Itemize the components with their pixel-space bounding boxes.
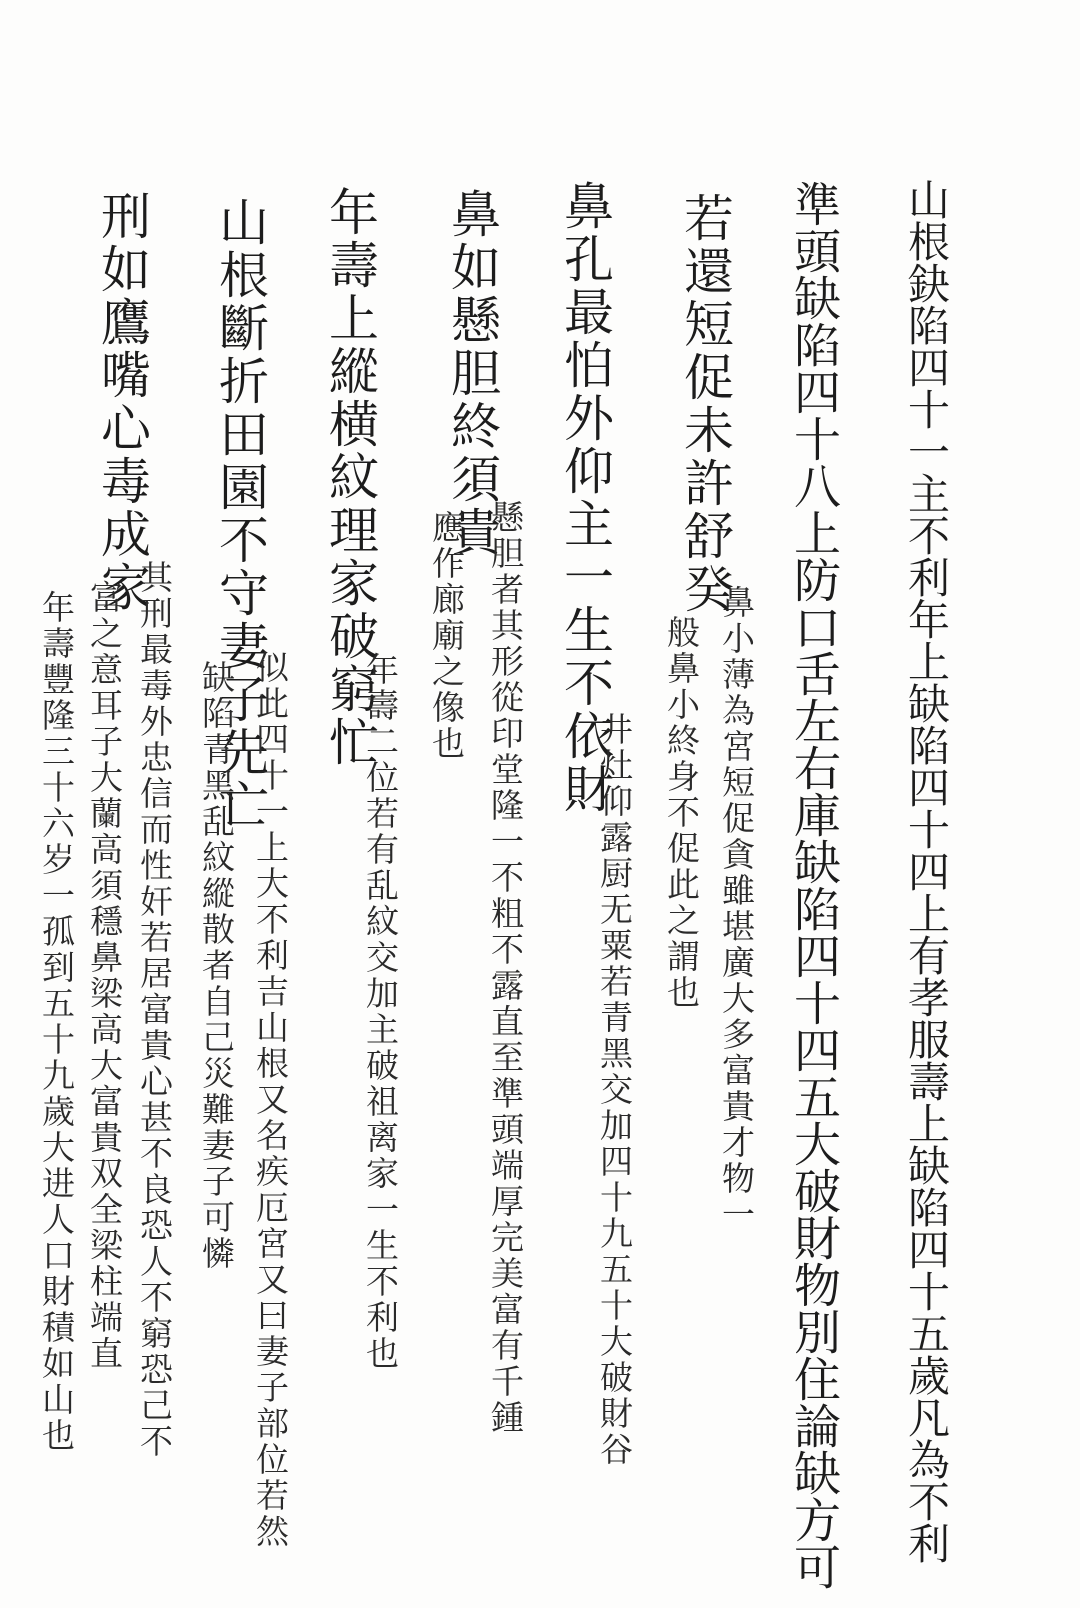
annotation-column-3a: 鼻小薄為宮短促貪雖堪廣大多富貴才物一: [717, 585, 756, 1233]
text-column-6: 年壽上縱横紋理家破窮忙: [321, 186, 379, 769]
annotation-column-5b: 應作廊廟之像也: [427, 510, 466, 762]
text-column-3: 若還短促未許舒癸: [676, 192, 734, 616]
annotation-column-6: 年壽二位若有乱紋交加主破祖离家一生不利也: [361, 652, 400, 1372]
annotation-column-8a: 其刑最毒外忠信而性奸若居富貴心甚不良恐人不窮恐己不: [135, 560, 174, 1460]
text-column-7: 山根斷折田園不守妻子先亡: [211, 196, 269, 832]
text-column-2: 準頭缺陷四十八上防口舌左右庫缺陷四十四五大破財物別住論缺方可: [786, 180, 841, 1590]
text-column-5: 鼻如懸胆終須貴: [443, 188, 501, 559]
text-column-4: 鼻孔最怕外仰主一生不依財: [556, 180, 614, 816]
annotation-column-4: 井灶仰露厨无粟若青黑交加四十九五十大破財谷: [595, 712, 634, 1468]
annotation-column-7b: 缺陷青黑乱紋縱散者自己災難妻子可憐: [197, 660, 236, 1272]
annotation-column-8b: 富之意耳子大蘭高須穩鼻梁高大富貴双全梁柱端直: [85, 580, 124, 1372]
annotation-column-7a: 似此四十一上大不利吉山根又名疾厄宮又曰妻子部位若然: [251, 650, 290, 1550]
text-column-8: 刑如鷹嘴心毒成家: [93, 190, 151, 614]
annotation-column-5a: 懸胆者其形從印堂隆一不粗不露直至準頭端厚完美富有千鍾: [486, 500, 525, 1436]
annotation-column-3b: 般鼻小終身不促此之謂也: [662, 615, 701, 1011]
annotation-column-8c: 年壽豐隆三十六岁一孤到五十九歲大进人口財積如山也: [37, 590, 76, 1454]
text-column-1: 山根鈌陷四十一主不利年上缺陷四十四上有孝服壽上缺陷四十五歲凡為不利: [902, 178, 951, 1564]
